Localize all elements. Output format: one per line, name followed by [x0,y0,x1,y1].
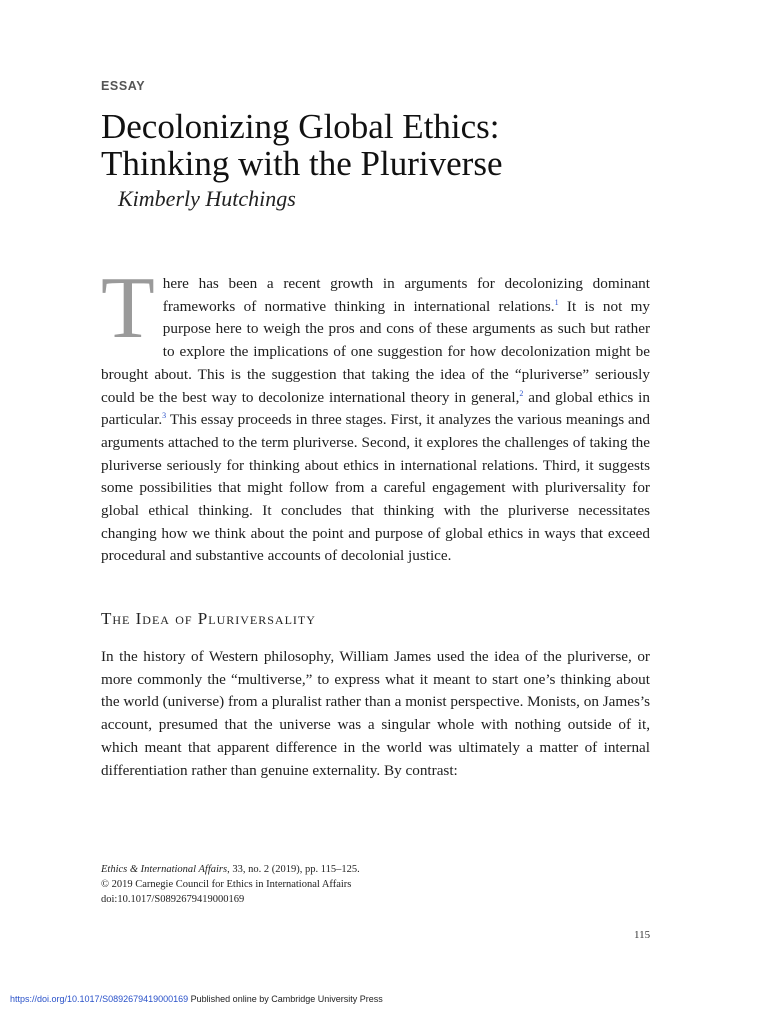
footnote-ref-2[interactable]: 2 [519,388,524,398]
journal-name: Ethics & International Affairs [101,864,228,875]
journal-citation: , 33, no. 2 (2019), pp. 115–125. [227,864,360,875]
author-name: Kimberly Hutchings [118,186,296,211]
intro-text-2: It is not my purpose here to weigh the pros and cons of these arguments as such but rather to explore the implications of one suggestion for how decolonization might be brought about. This is the suggestion that taking the idea of the “pluriverse” seriously could be the best way to decolonize international theory in general, [101,297,650,406]
section-heading: The Idea of Pluriversality [101,609,316,628]
intro-text-4: This essay proceeds in three stages. First, it analyzes the various meanings and arguments attached to the term pluriverse. Second, it explores the challenges of taking the pluriverse seriously for thinking about ethics in international relations. Third, it suggests some possibilities that might follow from a careful engagement with pluriversality for global ethical thinking. It concludes that thinking with the pluriverse necessitates changing how we think about the point and purpose of global ethics in ways that exceed procedural and substantive accounts of decolonial justice. [101,411,650,565]
section-paragraph: In the history of Western philosophy, William James used the idea of the pluriverse, or more commonly the “multiverse,” to express what it meant to start one’s thinking about the world (universe) from a pluralist rather than a monist perspective. Monists, on James’s account, presumed that the universe was a singular whole with nothing outside of it, which meant that apparent difference in the world was ultimately a matter of internal differentiation rather than genuine externality. By contrast: [101,648,650,779]
page-number: 115 [634,929,651,941]
title-line-2: Thinking with the Pluriverse [101,144,503,183]
citation-line [101,862,360,877]
footnote-ref-1[interactable]: 1 [554,297,559,307]
article-type-label: ESSAY [101,79,146,93]
drop-cap: T [101,260,155,357]
intro-paragraph [101,260,650,568]
doi-link[interactable]: https://doi.org/10.1017/S0892679419000169 [10,994,189,1004]
published-note: Published online by Cambridge University Press [188,994,383,1004]
footnote-ref-3[interactable]: 3 [162,411,167,421]
title-line-1: Decolonizing Global Ethics: [101,107,500,146]
article-title [101,108,701,182]
doi-line: doi:10.1017/S0892679419000169 [101,894,245,905]
intro-text-1: here has been a recent growth in arguments for decolonizing dominant frameworks of normative thinking in international relations. [162,275,650,315]
citation-block [101,862,360,907]
copyright-line: © 2019 Carnegie Council for Ethics in International Affairs [101,879,352,890]
intro-text-3: and global ethics in particular. [101,388,650,429]
bottom-publisher-bar [10,994,383,1004]
